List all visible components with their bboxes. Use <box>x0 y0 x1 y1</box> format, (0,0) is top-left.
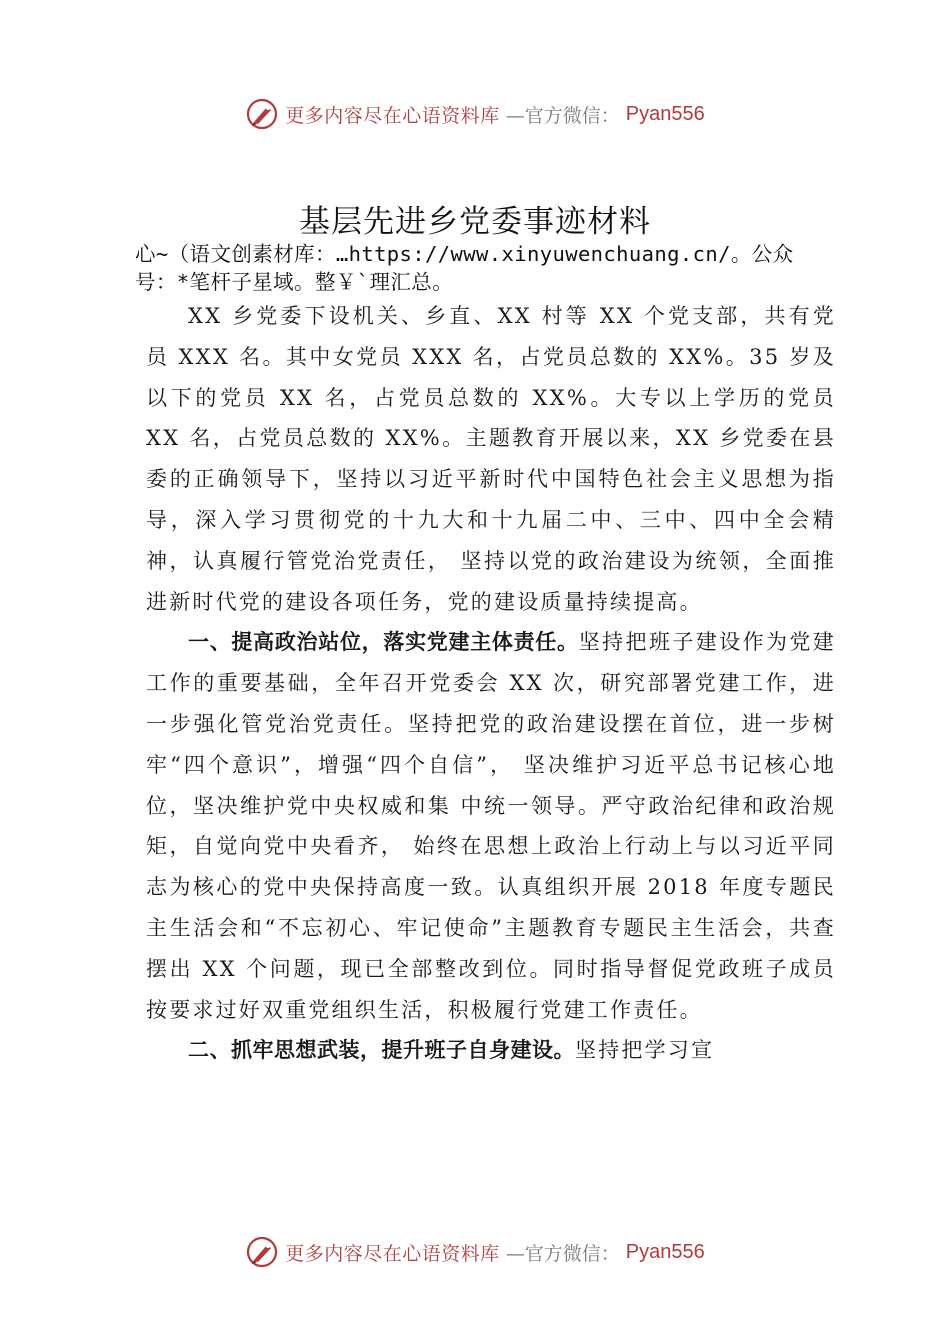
section-1-body: 坚持把班子建设作为党建工作的重要基础，全年召开党委会 XX 次，研究部署党建工作，进一步强化管党治党责任。坚持把党的政治建设摆在首位，进一步树牢“四个意识”，增强“四个自信”， 坚决维护习近平总书记核心地位，坚决维护党中央权威和集 中统一领导。严守政治纪律和政治规矩，自觉向党中央看齐， 始终在思想上政治上行动上与以习近平同志为核心的党中央保持高度一致。认真组织开展 2018 年度专题民主生活会和“不忘初心、牢记使命”主题教育专题民主生活会，共查摆出 XX 个问题，现已全部整改到位。同时指导督促党政班子成员按要求过好双重党组织生活，积极履行党建工作责任。 <box>146 630 837 1022</box>
banner-wechat-id: Pyan556 <box>625 1240 705 1263</box>
banner-wechat-label: —官方微信： <box>505 1242 620 1265</box>
banner-text: 更多内容尽在心语资料库 <box>285 104 500 127</box>
banner-text: 更多内容尽在心语资料库 <box>285 1242 500 1265</box>
section-2-heading: 二、抓牢思想武装，提升班子自身建设。 <box>188 1038 575 1063</box>
footer-banner <box>0 1230 950 1274</box>
pen-nib-logo-icon <box>245 97 279 131</box>
source-line: 心~（语文创素材库：…https://www.xinyuwenchuang.cn/。公众号：*笔杆子星域。整￥`理汇总。 <box>135 242 794 294</box>
section-1-paragraph <box>146 622 836 1030</box>
intro-paragraph: XX 乡党委下设机关、乡直、XX 村等 XX 个党支部，共有党员 XXX 名。其中女党员 XXX 名，占党员总数的 XX%。35 岁及以下的党员 XX 名，占党员总数的 XX%。大专以上学历的党员 XX 名，占党员总数的 XX%。主题教育开展以来，XX 乡党委在县委的正确领导下，坚持以习近平新时代中国特色社会主义思想为指导，深入学习贯彻党的十九大和十九届二中、三中、四中全会精神，认真履行管党治党责任， 坚持以党的政治建设为统领，全面推进新时代党的建设各项任务，党的建设质量持续提高。 <box>146 304 836 614</box>
section-1-heading: 一、提高政治站位，落实党建主体责任。 <box>188 630 579 655</box>
header-banner <box>0 92 950 136</box>
section-2-body: 坚持把学习宣 <box>575 1038 715 1063</box>
banner-wechat-id: Pyan556 <box>625 102 705 125</box>
section-2-paragraph <box>146 1030 836 1071</box>
document-body <box>146 296 836 1071</box>
document-title: 基层先进乡党委事迹材料 <box>299 204 651 240</box>
pen-nib-logo-icon <box>245 1235 279 1269</box>
banner-wechat-label: —官方微信： <box>505 104 620 127</box>
